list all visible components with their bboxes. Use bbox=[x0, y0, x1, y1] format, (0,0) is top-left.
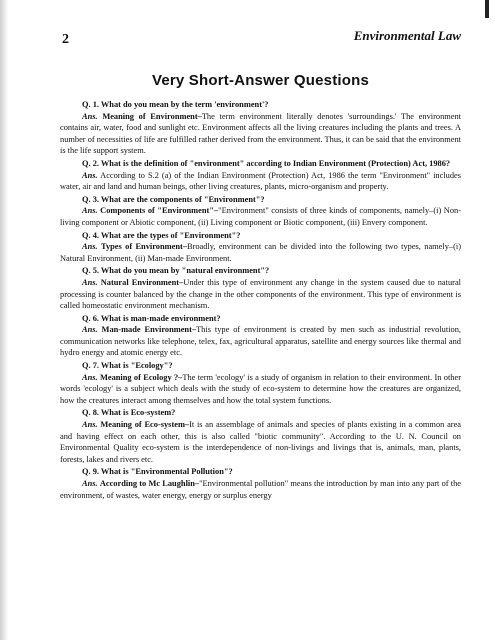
answer-text: According to S.2 (a) of the Indian Environment (Protection) Act, 1986 the term "Environment" includes water, air and land and human beings, other living creatures, plants, micro-organism and property. bbox=[60, 170, 461, 192]
scan-edge-shadow bbox=[0, 0, 8, 640]
answer-6 bbox=[60, 324, 461, 359]
answer-text: The term 'ecology' is a study of organism in relation to their environment. In other words 'ecology' is a subject which deals with the study of eco-system to determine how the creatures are organized, how the creatures interact among themselves and how the total system functions. bbox=[60, 372, 462, 405]
answer-term: Meaning of Ecology ?– bbox=[99, 372, 183, 382]
question-9: Q. 9. What is "Environmental Pollution"? bbox=[82, 467, 233, 477]
answer-term: Meaning of Eco-system– bbox=[100, 420, 190, 430]
answer-text: "Environment" consists of three kinds of components, namely–(i) Non-living component or Abiotic component, (ii) Living component or Biotic component, (iii) Envery component. bbox=[60, 206, 461, 227]
answer-9 bbox=[60, 478, 461, 501]
qa-item-3 bbox=[60, 194, 461, 229]
answer-text: "Environmental pollution" means the introduction by man into any part of the environment, of wastes, water energy, energy or surplus energy bbox=[60, 479, 462, 500]
answer-4 bbox=[60, 241, 461, 264]
answer-label: Ans. bbox=[82, 206, 98, 216]
page-header bbox=[60, 28, 461, 54]
qa-item-1 bbox=[60, 99, 461, 157]
qa-item-5 bbox=[60, 265, 461, 311]
answer-term: Types of Environment– bbox=[100, 242, 187, 252]
answer-3 bbox=[60, 205, 461, 228]
answer-5 bbox=[60, 277, 461, 312]
answer-8 bbox=[60, 419, 461, 465]
answer-label: Ans. bbox=[82, 420, 98, 430]
page-number: 2 bbox=[62, 32, 69, 47]
question-6: Q. 6. What is man-made environment? bbox=[82, 313, 221, 323]
answer-text: This type of environment is created by men such as industrial revolution, communication networks like telephone, telex, fax, agricultural apparatus, satellite and energy sources like thermal and hydro energy and atomic energy etc. bbox=[60, 325, 461, 358]
answer-label: Ans. bbox=[82, 277, 98, 287]
answer-label: Ans. bbox=[82, 170, 98, 180]
question-5: Q. 5. What do you mean by "natural environment"? bbox=[82, 266, 270, 276]
question-1: Q. 1. What do you mean by the term 'environment'? bbox=[82, 100, 269, 109]
answer-text: Under this type of environment any change in the system caused due to natural processing is counter balanced by the change in the other components of the environment. This type of environment is called homeostatic environment mechanism. bbox=[60, 277, 461, 311]
section-heading: Very Short-Answer Questions bbox=[151, 72, 370, 89]
answer-2 bbox=[60, 170, 461, 193]
answer-label: Ans. bbox=[82, 111, 98, 121]
answer-label: Ans. bbox=[82, 372, 98, 382]
answer-7 bbox=[60, 372, 461, 407]
answer-term: Meaning of Environment– bbox=[102, 111, 202, 121]
qa-item-9 bbox=[60, 466, 461, 501]
question-7: Q. 7. What is "Ecology"? bbox=[82, 361, 173, 371]
answer-term: Man-made Environment– bbox=[101, 325, 197, 335]
question-3: Q. 3. What are the components of "Environment"? bbox=[82, 194, 265, 204]
qa-item-6 bbox=[60, 313, 461, 359]
answer-text: The term environment literally denotes 'surroundings.' The environment contains air, water, food and sunlight etc. Environment affects all the living creatures including the plants and trees. A number of necessities of life are fulfilled rather derived from the environment. Thus, it can be said that the environment is the life support system. bbox=[60, 111, 462, 156]
running-title: Environmental Law bbox=[353, 28, 461, 43]
qa-list bbox=[60, 99, 461, 501]
answer-1 bbox=[60, 111, 461, 157]
corner-mark bbox=[485, 0, 489, 18]
answer-label: Ans. bbox=[82, 479, 98, 488]
qa-item-2 bbox=[60, 158, 461, 193]
qa-item-4 bbox=[60, 230, 461, 265]
question-2: Q. 2. What is the definition of "environment" according to Indian Environment (Protection) Act, 1986? bbox=[82, 158, 451, 168]
answer-label: Ans. bbox=[82, 325, 98, 335]
question-8: Q. 8. What is Eco-system? bbox=[82, 408, 176, 418]
answer-text: Broadly, environment can be divided into the following two types, namely–(i) Natural Environment, (ii) Man-made Environment. bbox=[60, 242, 461, 263]
qa-item-7 bbox=[60, 360, 461, 406]
answer-text: It is an assemblage of animals and species of plants existing in a common area and having effect on each other, this is also called "biotic community". According to the U. N. Council on Environmental Quality eco-system is the interdependence of non-livings and livings that is, animals, man, plants, forests, lakes and rivers etc. bbox=[60, 420, 462, 464]
qa-item-8 bbox=[60, 407, 461, 465]
answer-label: Ans. bbox=[82, 242, 98, 252]
answer-term: According to Mc Laughlin– bbox=[99, 479, 200, 488]
answer-term: Components of "Environment"– bbox=[100, 206, 219, 216]
question-4: Q. 4. What are the types of "Environment"? bbox=[82, 230, 241, 240]
answer-term: Natural Environment– bbox=[100, 277, 184, 287]
